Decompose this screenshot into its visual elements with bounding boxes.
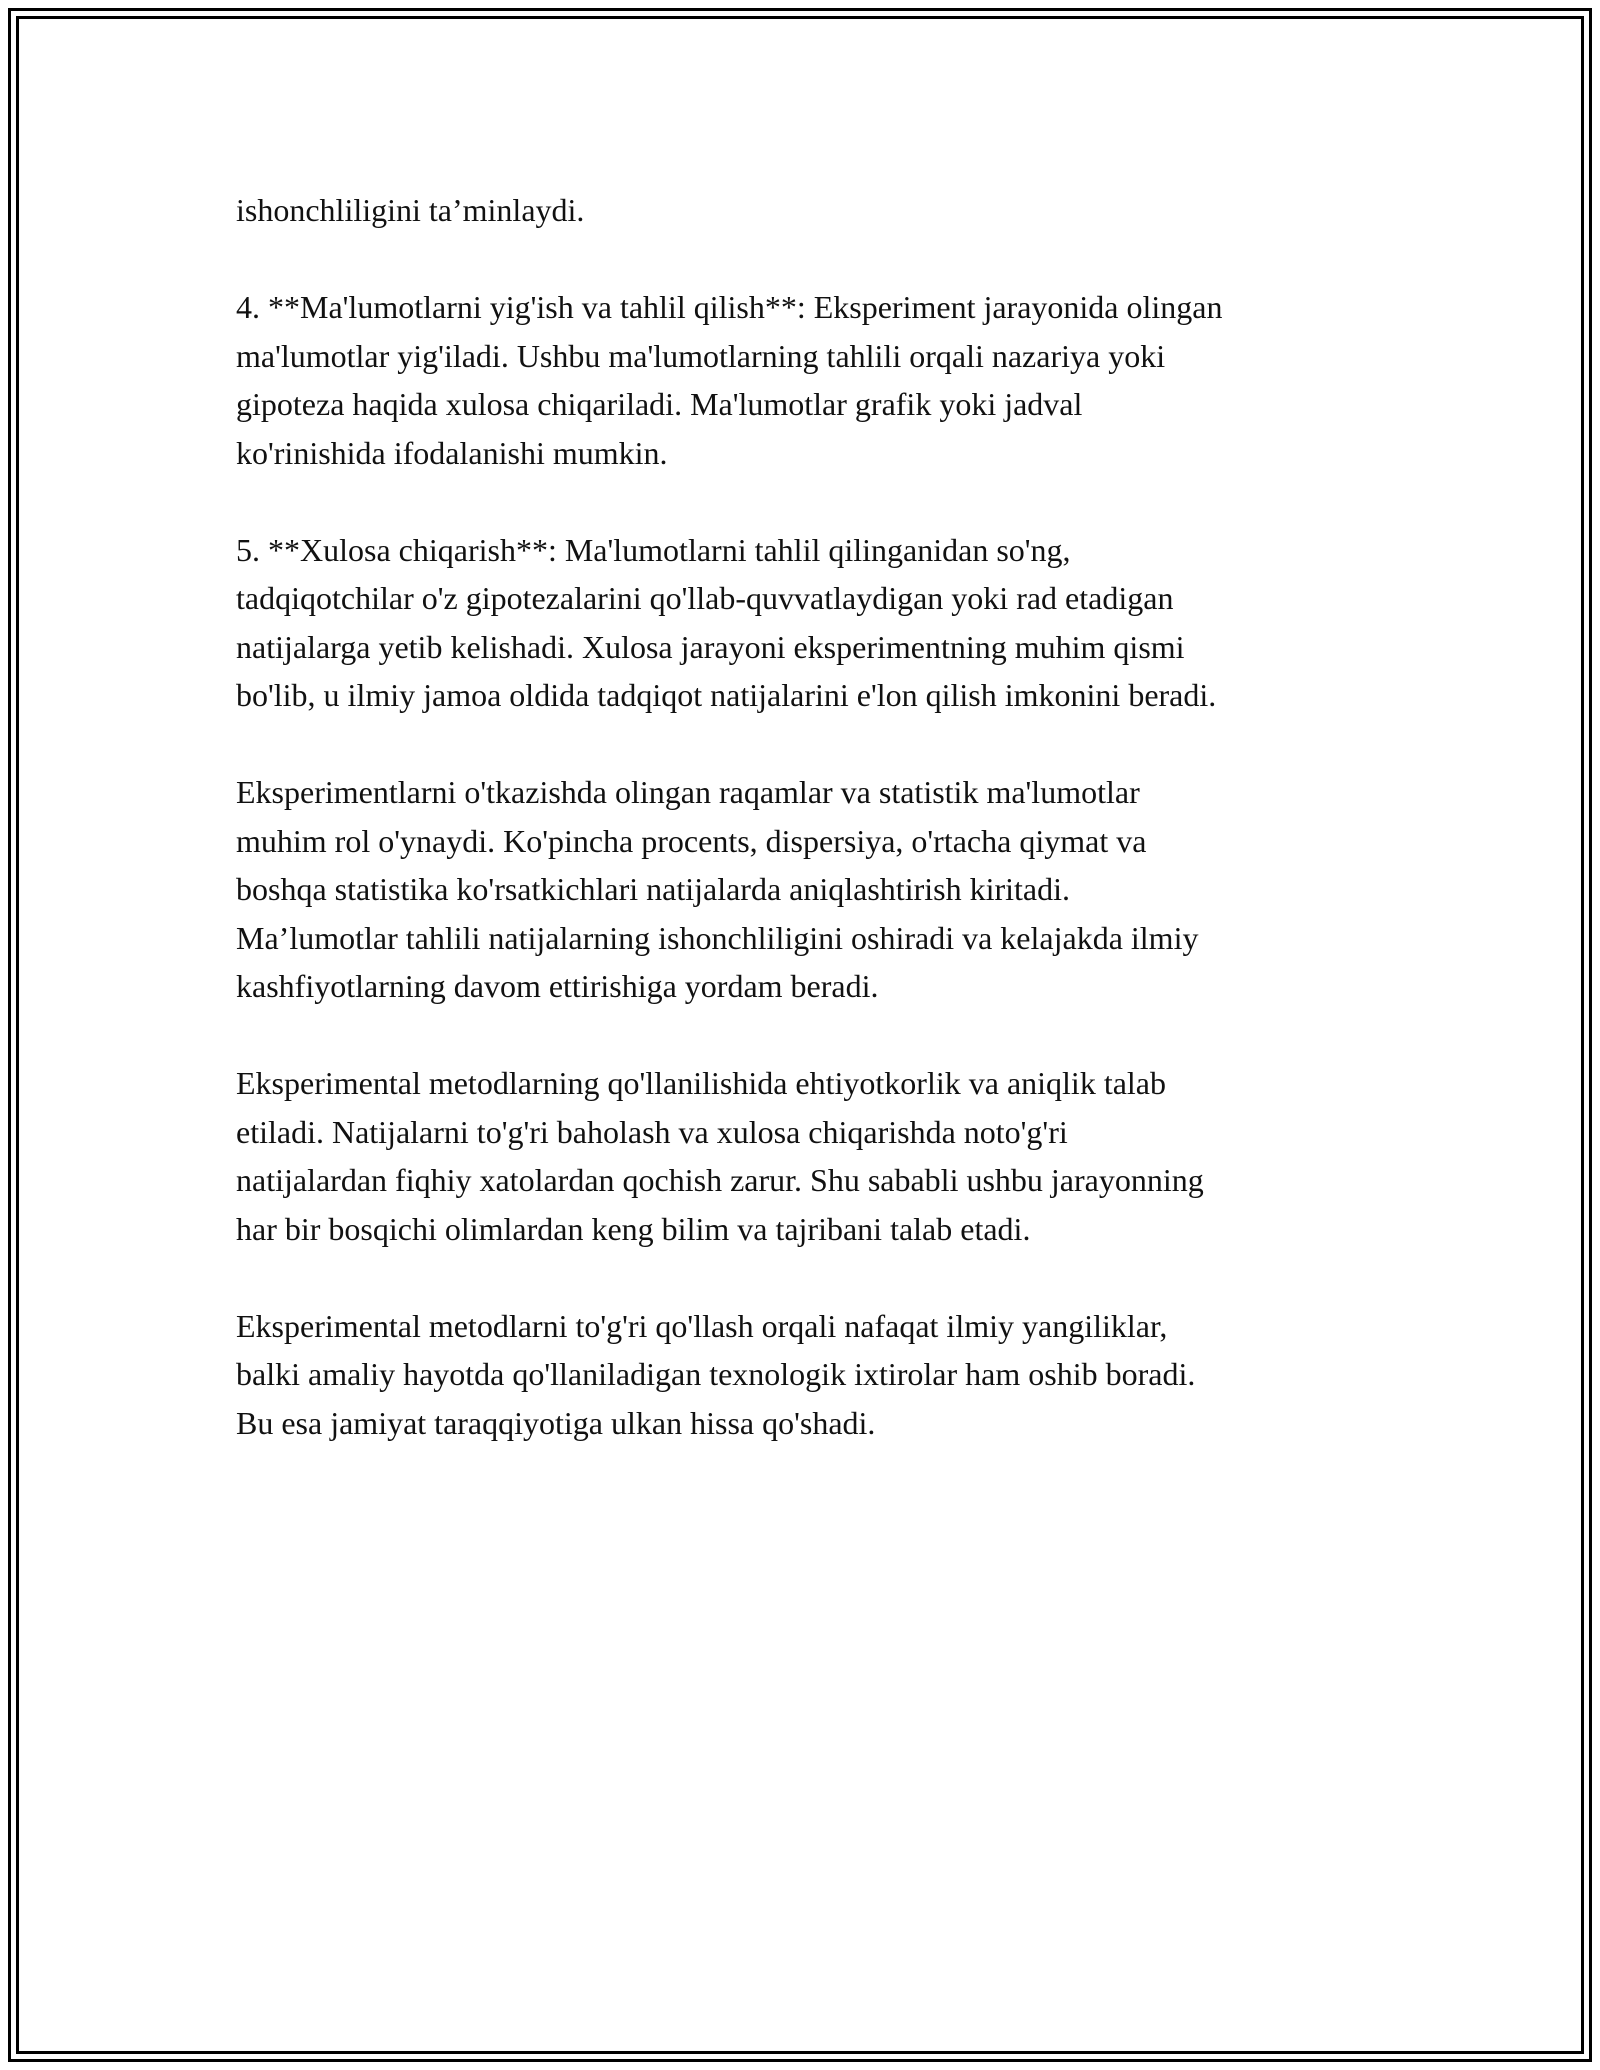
text-line: bo'lib, u ilmiy jamoa oldida tadqiqot natijalarini e'lon qilish imkonini beradi. — [236, 677, 1217, 713]
text-line: Eksperimental metodlarni to'g'ri qo'llash orqali nafaqat ilmiy yangiliklar, — [236, 1307, 1168, 1344]
document-body — [236, 186, 1396, 1496]
text-line: Ma’lumotlar tahlili natijalarning ishonchliligini oshiradi va kelajakda ilmiy — [236, 919, 1199, 956]
text-line: Bu esa jamiyat taraqqiyotiga ulkan hissa qo'shadi. — [236, 1404, 876, 1441]
text-line: tadqiqotchilar o'z gipotezalarini qo'llab-quvvatlaydigan yoki rad etadigan — [236, 580, 1174, 616]
text-line: natijalarga yetib kelishadi. Xulosa jarayoni eksperimentning muhim qismi — [236, 628, 1185, 665]
text-line: 5. **Xulosa chiqarish**: Ma'lumotlarni tahlil qilinganidan so'ng, — [236, 531, 1071, 568]
text-line: ishonchliligini ta’minlaydi. — [236, 192, 585, 228]
paragraph-data-collection — [236, 283, 1396, 477]
text-line: balki amaliy hayotda qo'llaniladigan texnologik ixtirolar ham oshib boradi. — [236, 1356, 1196, 1392]
paragraph-closing — [236, 1302, 1396, 1448]
text-line: 4. **Ma'lumotlarni yig'ish va tahlil qilish**: Eksperiment jarayonida olingan — [236, 289, 1223, 325]
text-line: etiladi. Natijalarni to'g'ri baholash va xulosa chiqarishda noto'g'ri — [236, 1113, 1068, 1150]
text-line: har bir bosqichi olimlardan keng bilim va tajribani talab etadi. — [236, 1210, 1031, 1247]
text-line: Eksperimentlarni o'tkazishda olingan raqamlar va statistik ma'lumotlar — [236, 774, 1140, 810]
paragraph-conclusion — [236, 526, 1396, 720]
paragraph-statistics — [236, 768, 1396, 1011]
text-line: natijalardan fiqhiy xatolardan qochish zarur. Shu sababli ushbu jarayonning — [236, 1162, 1204, 1198]
text-line: boshqa statistika ko'rsatkichlari natijalarda aniqlashtirish kiritadi. — [236, 871, 1070, 907]
text-line: kashfiyotlarning davom ettirishiga yordam beradi. — [236, 968, 879, 1004]
text-line: muhim rol o'ynaydi. Ko'pincha procents, dispersiya, o'rtacha qiymat va — [236, 822, 1147, 859]
paragraph-continuation — [236, 186, 1396, 235]
text-line: Eksperimental metodlarning qo'llanilishida ehtiyotkorlik va aniqlik talab — [236, 1065, 1166, 1101]
text-line: ko'rinishida ifodalanishi mumkin. — [236, 434, 668, 471]
paragraph-caution — [236, 1059, 1396, 1253]
text-line: gipoteza haqida xulosa chiqariladi. Ma'lumotlar grafik yoki jadval — [236, 386, 1083, 422]
text-line: ma'lumotlar yig'iladi. Ushbu ma'lumotlarning tahlili orqali nazariya yoki — [236, 337, 1166, 374]
